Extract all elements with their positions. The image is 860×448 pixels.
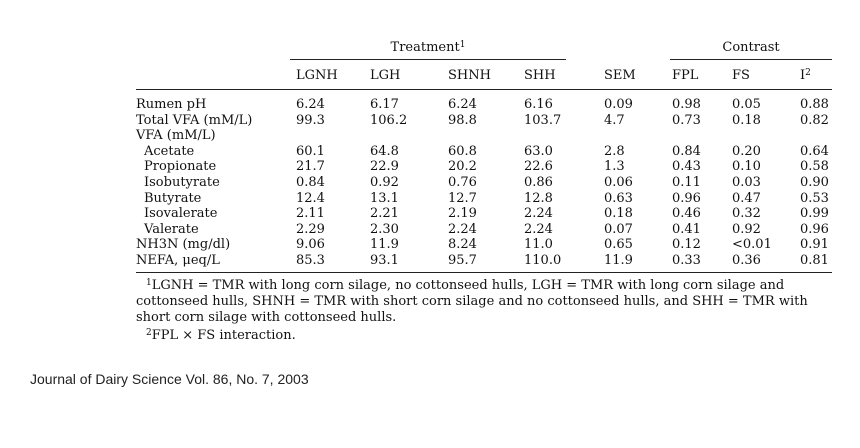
table-cell: 0.98 [672,97,701,112]
row-label: Isovalerate [144,206,218,222]
table-cell: 64.8 [370,143,399,159]
table-cell: 4.7 [604,112,625,128]
row-label: NH3N (mg/dl) [136,237,231,253]
column-header-text: SHNH [448,68,491,83]
table-cell: 0.73 [672,112,701,128]
treatment-label: Treatment [390,40,460,55]
table-cell: 85.3 [296,253,325,268]
contrast-label: Contrast [722,40,780,55]
table-cell: 0.92 [732,221,761,237]
footnote-2-mark: 2 [146,328,152,338]
table-cell: 0.18 [732,112,761,128]
table-cell: 0.53 [800,190,829,206]
table-cell: 6.24 [448,97,477,112]
column-header-text: FPL [672,68,699,83]
table-cell: 8.24 [448,237,477,253]
table-cell: 0.63 [604,190,633,206]
footnote-1-text: LGNH = TMR with long corn silage, no cottonseed hulls, LGH = TMR with long corn silage and cottonseed hulls, SHNH = TMR with short corn silage and no cottonseed hulls, and SHH = TMR with short corn silage with cottonseed hulls. [136,278,808,325]
row-label: NEFA, μeq/L [136,253,220,268]
table-cell: 0.88 [800,97,829,112]
column-header-shh [524,68,556,84]
header-rule [136,89,832,90]
column-header-fs [732,68,750,84]
table-cell: 106.2 [370,112,408,128]
column-header-text: I [800,68,806,83]
table-row [136,128,832,144]
table-row [136,237,832,253]
table-cell: 103.7 [524,112,562,128]
table-cell: 0.36 [732,253,761,268]
row-label: Total VFA (mM/L) [136,112,253,128]
table-cell: 22.9 [370,159,399,175]
column-header-lgnh [296,68,338,84]
table-cell: 2.24 [524,221,553,237]
table-cell: 2.29 [296,221,325,237]
row-label: Propionate [144,159,217,175]
contrast-group-rule [670,59,832,60]
column-header-i [800,68,811,84]
column-footnote-mark: 2 [805,68,811,78]
table-row [136,222,832,238]
table-cell: 60.1 [296,143,325,159]
footnote-2-text: FPL × FS interaction. [151,328,296,343]
table-cell: 0.91 [800,237,829,253]
treatment-group-rule [290,59,566,60]
journal-citation: Journal of Dairy Science Vol. 86, No. 7, 2003 [30,371,309,387]
row-label: VFA (mM/L) [136,128,216,144]
table-cell: 0.32 [732,206,761,222]
table-cell: 21.7 [296,159,325,175]
column-header-shnh [448,68,491,84]
table-row [136,175,832,191]
treatment-group-header [290,40,566,56]
table-cell: 0.12 [672,237,701,253]
table-cell: 0.84 [672,143,701,159]
table-cell: 0.90 [800,175,829,190]
table-row [136,97,832,113]
table-bottom-rule [136,272,832,273]
table-cell: 93.1 [370,253,399,268]
table-cell: 0.11 [672,175,701,190]
table-cell: 0.92 [370,175,399,190]
table-cell: 0.82 [800,112,829,128]
row-label: Valerate [144,221,199,237]
table-cell: 0.81 [800,253,829,268]
table-row [136,113,832,129]
table-row [136,253,832,269]
table-cell: 63.0 [524,143,553,159]
table-cell: 0.58 [800,159,829,175]
table-row [136,159,832,175]
table-cell: 60.8 [448,143,477,159]
row-label: Acetate [144,143,195,159]
table-cell: 0.43 [672,159,701,175]
table-cell: 9.06 [296,237,325,253]
column-header-sem [604,68,636,84]
table-cell: 6.24 [296,97,325,112]
table-cell: 0.86 [524,175,553,190]
table-cell: 98.8 [448,112,477,128]
table-row [136,144,832,160]
table-cell: 110.0 [524,253,562,268]
table-cell: 0.47 [732,190,761,206]
table-cell: 0.06 [604,175,633,190]
table-cell: 0.18 [604,206,633,222]
contrast-group-header [670,40,832,56]
table-cell: 11.9 [604,253,633,268]
row-label: Rumen pH [136,97,207,112]
table-cell: 0.33 [672,253,701,268]
table-cell: 0.84 [296,175,325,190]
table-cell: 6.17 [370,97,399,112]
table-cell: 0.41 [672,221,701,237]
table-cell: 0.76 [448,175,477,190]
table-cell: 2.24 [524,206,553,222]
footnote-1-mark: 1 [146,278,152,288]
table-row [136,191,832,207]
table-row [136,206,832,222]
table-cell: 11.0 [524,237,553,253]
row-label: Isobutyrate [144,175,220,190]
table-cell: 0.99 [800,206,829,222]
table-cell: 0.20 [732,143,761,159]
table-cell: 0.10 [732,159,761,175]
table-cell: 2.11 [296,206,325,222]
table-cell: 2.30 [370,221,399,237]
table-cell: 13.1 [370,190,399,206]
column-header-lgh [370,68,400,84]
table-cell: 0.09 [604,97,633,112]
table-cell: 0.96 [800,221,829,237]
column-header-fpl [672,68,698,84]
column-header-text: SHH [524,68,556,83]
table-cell: 0.65 [604,237,633,253]
table-cell: 95.7 [448,253,477,268]
table-cell: 0.96 [672,190,701,206]
table-cell: 1.3 [604,159,625,175]
row-label: Butyrate [144,190,202,206]
table-cell: 0.64 [800,143,829,159]
footnotes [136,278,836,344]
footnote-1 [136,278,836,326]
table-cell: 20.2 [448,159,477,175]
table-cell: 2.8 [604,143,625,159]
table-cell: 22.6 [524,159,553,175]
table-cell: 12.4 [296,190,325,206]
treatment-footnote-mark: 1 [459,40,466,50]
table-cell: 99.3 [296,112,325,128]
table-cell: 0.07 [604,221,633,237]
table-cell: 0.05 [732,97,761,112]
column-header-text: LGNH [296,68,338,83]
table-cell: 2.19 [448,206,477,222]
footnote-2 [136,328,836,344]
table-cell: 0.46 [672,206,701,222]
column-header-text: FS [732,68,750,83]
table-cell: 11.9 [370,237,399,253]
table-cell: 2.24 [448,221,477,237]
table-cell: 12.7 [448,190,477,206]
table-cell: 2.21 [370,206,399,222]
column-header-text: LGH [370,68,401,83]
table-cell: 6.16 [524,97,553,112]
column-header-text: SEM [604,68,636,83]
table-cell: 12.8 [524,190,553,206]
table-cell: 0.03 [732,175,761,190]
table-cell: <0.01 [732,237,772,253]
